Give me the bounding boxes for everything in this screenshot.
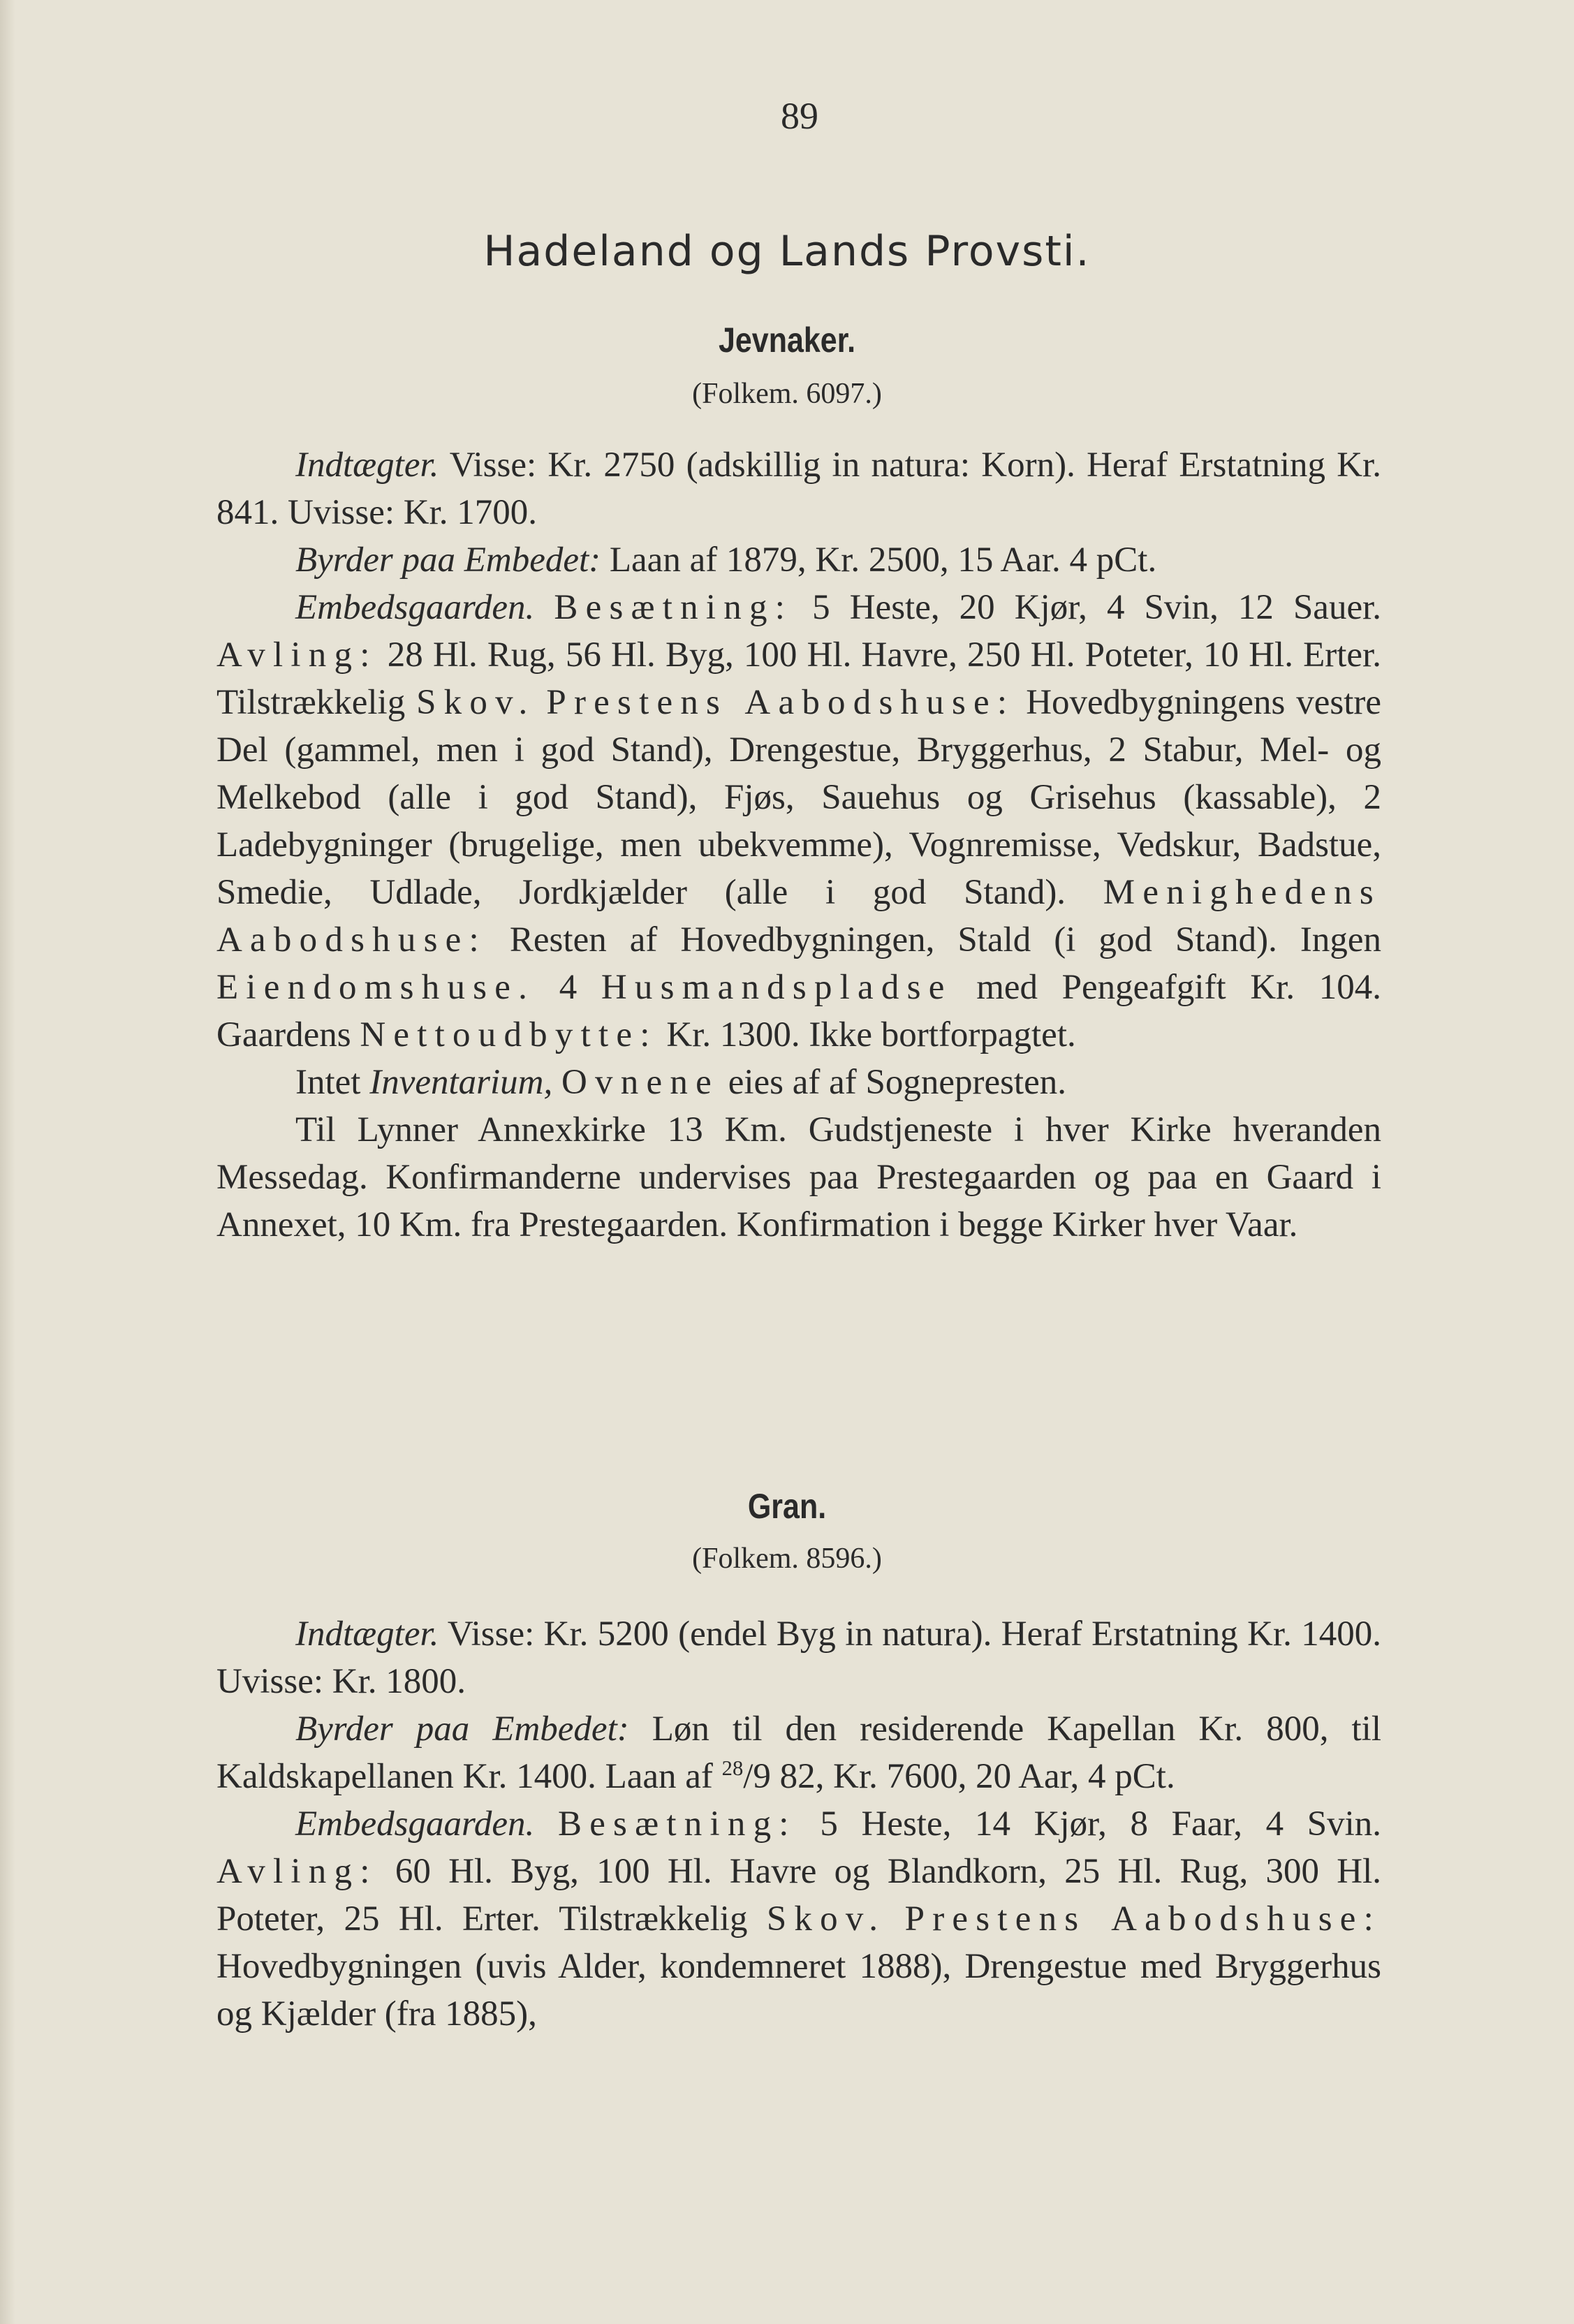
section-body-jevnaker: [216, 441, 1381, 1249]
term-crofts: Husmandspladse: [601, 968, 953, 1007]
paragraph-burdens: [216, 536, 1381, 584]
burdens-text: Laan af 1879, Kr. 2500, 15 Aar. 4 pCt.: [601, 540, 1157, 580]
section-title-gran: Gran.: [747, 1487, 827, 1526]
estate-text: Hovedbygningen (uvis Alder, kondemneret 1888), Drengestue med Bryggerhus og Kjælder (fra 1885),: [216, 1947, 1381, 2034]
page-number: 89: [781, 95, 818, 137]
label-income: Indtægter.: [295, 1615, 439, 1654]
term-forest: Skov.: [416, 683, 536, 722]
paragraph-income: [216, 1610, 1381, 1705]
label-burdens: Byrder paa Embedet:: [295, 1709, 629, 1749]
income-text: Visse: Kr. 2750 (adskillig in natura: Korn). Heraf Erstatning Kr. 841. Uvisse: Kr. 1700.: [216, 446, 1381, 532]
estate-text: [535, 683, 546, 722]
term-forest: Skov.: [766, 1899, 886, 1939]
estate-text: med Pengeafgift Kr. 104. Gaardens: [216, 968, 1381, 1054]
term-livestock: Besætning:: [554, 588, 793, 627]
label-burdens: Byrder paa Embedet:: [295, 540, 601, 580]
estate-text: 4: [535, 968, 601, 1007]
inventory-text: eies af af Sognepresten.: [719, 1063, 1066, 1102]
term-parish-houses: Menighedens Aabodshuse:: [216, 873, 1381, 959]
paragraph-estate: [216, 584, 1381, 1059]
estate-text: Hovedbygningens vestre Del (gammel, men i god Stand), Drengestue, Bryggerhus, 2 Stabur, Mel- og Melkebod (alle i god Stand), Fjøs, Sauehus og Grisehus (kassable), 2 Ladebygninger (brugelige, men ubekvemme), Vognremisse, Vedskur, Badstue, Smedie, Udlade, Jordkjælder (alle i god Stand).: [216, 683, 1381, 912]
paragraph-inventory: [216, 1059, 1381, 1106]
label-inventory: Inventarium,: [369, 1063, 553, 1102]
date-superscript: 28: [721, 1756, 744, 1780]
estate-text: Resten af Hovedbygningen, Stald (i god Stand). Ingen: [486, 920, 1381, 959]
paragraph-burdens: [216, 1705, 1381, 1800]
term-priest-houses: Prestens Aabodshuse:: [904, 1899, 1382, 1939]
term-priest-houses: Prestens Aabodshuse:: [546, 683, 1015, 722]
income-text: Visse: Kr. 5200 (endel Byg in natura). Heraf Erstatning Kr. 1400. Uvisse: Kr. 1800.: [216, 1615, 1381, 1701]
estate-text: Kr. 1300. Ikke bortforpagtet.: [657, 1015, 1076, 1054]
section-subtitle-jevnaker: (Folkem. 6097.): [692, 378, 882, 410]
paragraph-income: [216, 441, 1381, 536]
annex-text: Til Lynner Annexkirke 13 Km. Gudstjeneste i hver Kirke hveranden Messedag. Konfirmanderne undervises paa Prestegaarden og paa en Gaard i Annexet, 10 Km. fra Prestegaarden. Konfirmation i begge Kirker hver Vaar.: [216, 1110, 1381, 1244]
estate-text: 5 Heste, 20 Kjør, 4 Svin, 12 Sauer.: [793, 588, 1381, 627]
label-estate: Embedsgaarden.: [295, 588, 535, 627]
page-title: Hadeland og Lands Provsti.: [483, 227, 1091, 276]
inventory-text: Intet: [295, 1063, 370, 1102]
estate-text: 5 Heste, 14 Kjør, 8 Faar, 4 Svin.: [796, 1804, 1382, 1844]
label-estate: Embedsgaarden.: [295, 1804, 535, 1844]
term-harvest: Avling:: [216, 1852, 378, 1891]
term-harvest: Avling:: [216, 635, 378, 675]
estate-text: [885, 1899, 904, 1939]
estate-text: 60 Hl. Byg, 100 Hl. Havre og Blandkorn, 25 Hl. Rug, 300 Hl. Poteter, 25 Hl. Erter. Tilstrækkelig: [216, 1852, 1381, 1939]
term-stoves: Ovnene: [561, 1063, 719, 1102]
term-livestock: Besætning:: [557, 1804, 797, 1844]
paragraph-estate: [216, 1800, 1381, 2038]
burdens-text: /9 82, Kr. 7600, 20 Aar, 4 pCt.: [743, 1757, 1175, 1796]
section-subtitle-gran: (Folkem. 8596.): [692, 1543, 882, 1575]
term-net-yield: Nettoudbytte:: [360, 1015, 658, 1054]
term-property-houses: Eiendomshuse.: [216, 968, 536, 1007]
page-edge: [0, 0, 15, 2324]
paragraph-annex: [216, 1106, 1381, 1249]
inventory-text: [552, 1063, 561, 1102]
section-title-jevnaker: Jevnaker.: [718, 321, 856, 360]
label-income: Indtægter.: [295, 446, 439, 485]
burdens-text: Løn til den residerende Kapellan Kr. 800, til Kaldskapellanen Kr. 1400. Laan af: [216, 1709, 1381, 1796]
section-body-gran: [216, 1610, 1381, 2038]
estate-text: 28 Hl. Rug, 56 Hl. Byg, 100 Hl. Havre, 250 Hl. Poteter, 10 Hl. Erter. Tilstrækkelig: [216, 635, 1381, 722]
